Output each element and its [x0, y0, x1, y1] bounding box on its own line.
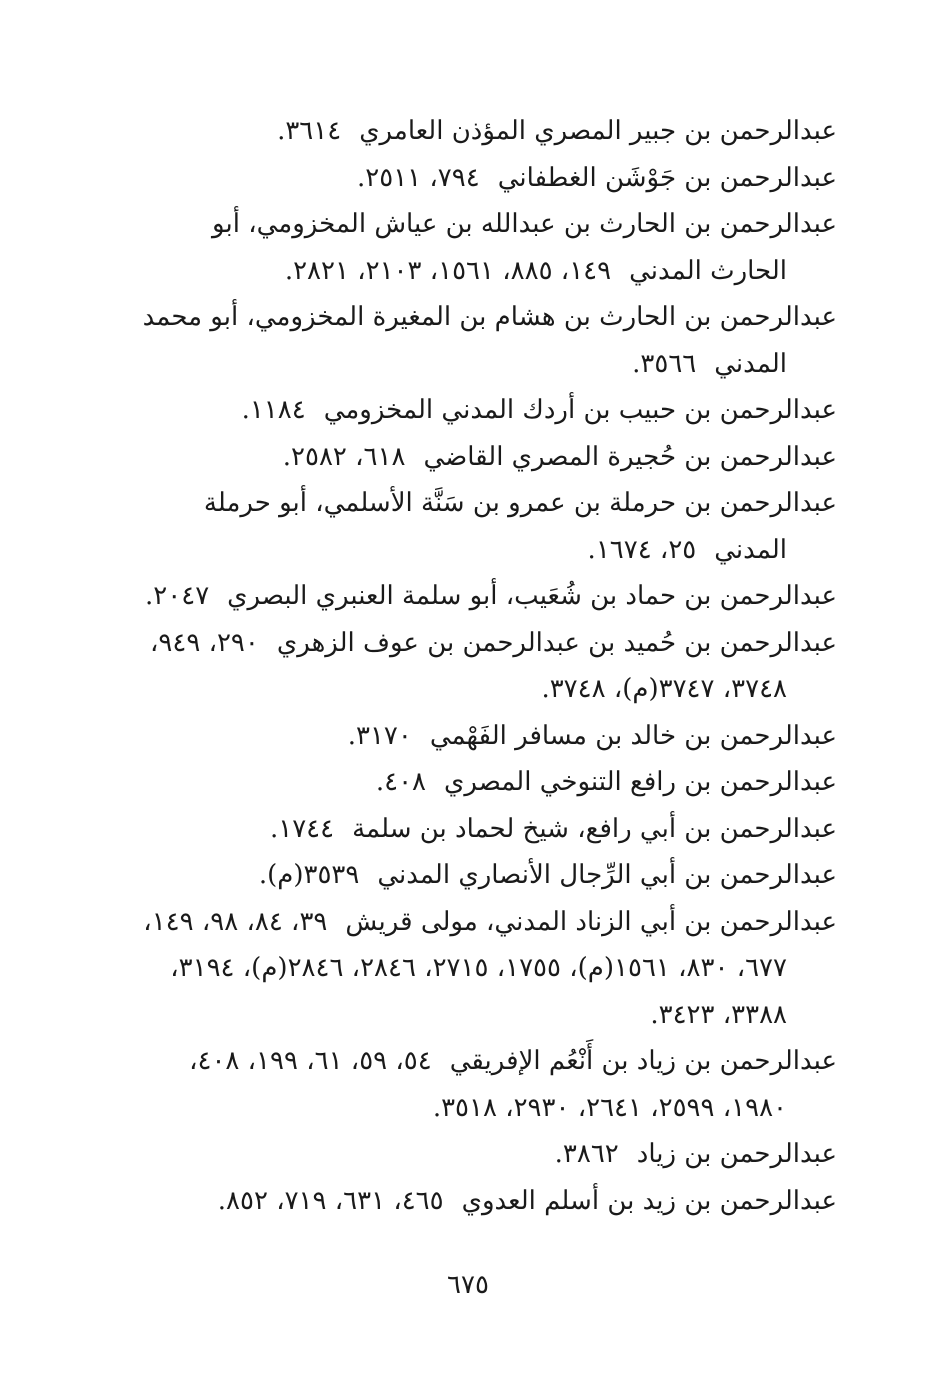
- index-entry: [135, 1038, 837, 1131]
- entry-name: عبدالرحمن بن حُجيرة المصري القاضي: [423, 441, 837, 472]
- index-entry: [135, 201, 837, 294]
- entry-name: عبدالرحمن بن رافع التنوخي المصري: [444, 767, 837, 797]
- index-entry: [135, 434, 837, 481]
- entry-refs: ١٤٩، ٨٨٥، ١٥٦١، ٢١٠٣، ٢٨٢١.: [284, 255, 612, 286]
- entry-name: عبدالرحمن بن أبي رافع، شيخ لحماد بن سلمة: [352, 813, 837, 844]
- entry-refs: ١١٨٤.: [241, 395, 306, 425]
- entry-refs: ٢٠٤٧.: [145, 581, 210, 611]
- entry-name: عبدالرحمن بن جبير المصري المؤذن العامري: [359, 116, 837, 146]
- entry-refs: ٢٥، ١٦٧٤.: [587, 534, 697, 565]
- index-entry: [135, 387, 837, 434]
- entry-name: عبدالرحمن بن حبيب بن أردك المدني المخزومي: [323, 395, 837, 425]
- entry-refs: ٢٩٠، ٩٤٩، ٣٧٤٨، ٣٧٤٧(م)، ٣٧٤٨.: [150, 627, 787, 704]
- entry-name: عبدالرحمن بن حرملة بن عمرو بن سَنَّة الأسلمي، أبو حرملة المدني: [203, 488, 837, 565]
- index-entry: [135, 1178, 837, 1225]
- entry-name: عبدالرحمن بن زياد: [636, 1139, 837, 1169]
- index-entry: [135, 759, 837, 806]
- entry-refs: ٣١٧٠.: [347, 720, 412, 751]
- index-entry: [135, 294, 837, 387]
- index-entry: [135, 573, 837, 620]
- entry-name: عبدالرحمن بن حماد بن شُعَيب، أبو سلمة العنبري البصري: [227, 581, 837, 611]
- entry-name: عبدالرحمن بن زيد بن أسلم العدوي: [461, 1185, 837, 1216]
- entry-refs: ١٧٤٤.: [269, 813, 335, 844]
- entry-name: عبدالرحمن بن زياد بن أَنْعُم الإفريقي: [449, 1046, 837, 1076]
- entry-refs: ٤٦٥، ٦٣١، ٧١٩، ٨٥٢.: [217, 1185, 444, 1216]
- entry-name: عبدالرحمن بن خالد بن مسافر الفَهْمي: [429, 720, 837, 751]
- entry-refs: ٣٨٦٢.: [554, 1139, 619, 1169]
- index-entry: [135, 852, 837, 899]
- entry-refs: ٤٠٨.: [375, 767, 427, 797]
- entry-name: عبدالرحمن بن الحارث بن عبدالله بن عياش المخزومي، أبو الحارث المدني: [212, 209, 837, 286]
- index-entry: [135, 108, 837, 155]
- entry-refs: ٣٩، ٨٤، ٩٨، ١٤٩، ٦٧٧، ٨٣٠، ١٥٦١(م)، ١٧٥٥، ٢٧١٥، ٢٨٤٦، ٢٨٤٦(م)، ٣١٩٤، ٣٣٨٨، ٣٤٢٣.: [143, 906, 787, 1030]
- index-entry: [135, 899, 837, 1039]
- entry-name: عبدالرحمن بن أبي الرِّجال الأنصاري المدني: [377, 860, 837, 890]
- page-number: ٦٧٥: [447, 1270, 489, 1300]
- entry-name: عبدالرحمن بن حُميد بن عبدالرحمن بن عوف الزهري: [276, 627, 837, 658]
- entry-name: عبدالرحمن بن جَوْشَن الغطفاني: [497, 162, 837, 193]
- index-page: [135, 108, 837, 1224]
- index-entry: [135, 620, 837, 713]
- entry-refs: ٣٥٦٦.: [632, 348, 697, 379]
- entry-refs: ٥٤، ٥٩، ٦١، ١٩٩، ٤٠٨، ١٩٨٠، ٢٥٩٩، ٢٦٤١، ٢٩٣٠، ٣٥١٨.: [189, 1046, 787, 1123]
- entry-refs: ٣٥٣٩(م).: [258, 860, 360, 890]
- entry-name: عبدالرحمن بن الحارث بن هشام بن المغيرة المخزومي، أبو محمد المدني: [142, 302, 837, 379]
- index-entry: [135, 806, 837, 853]
- index-entry: [135, 155, 837, 202]
- entry-refs: ٣٦١٤.: [277, 116, 342, 146]
- index-entry: [135, 480, 837, 573]
- entry-name: عبدالرحمن بن أبي الزناد المدني، مولى قريش: [345, 906, 837, 937]
- index-entry: [135, 713, 837, 760]
- entry-refs: ٧٩٤، ٢٥١١.: [357, 162, 480, 193]
- index-entry: [135, 1131, 837, 1178]
- entry-refs: ٦١٨، ٢٥٨٢.: [282, 441, 406, 472]
